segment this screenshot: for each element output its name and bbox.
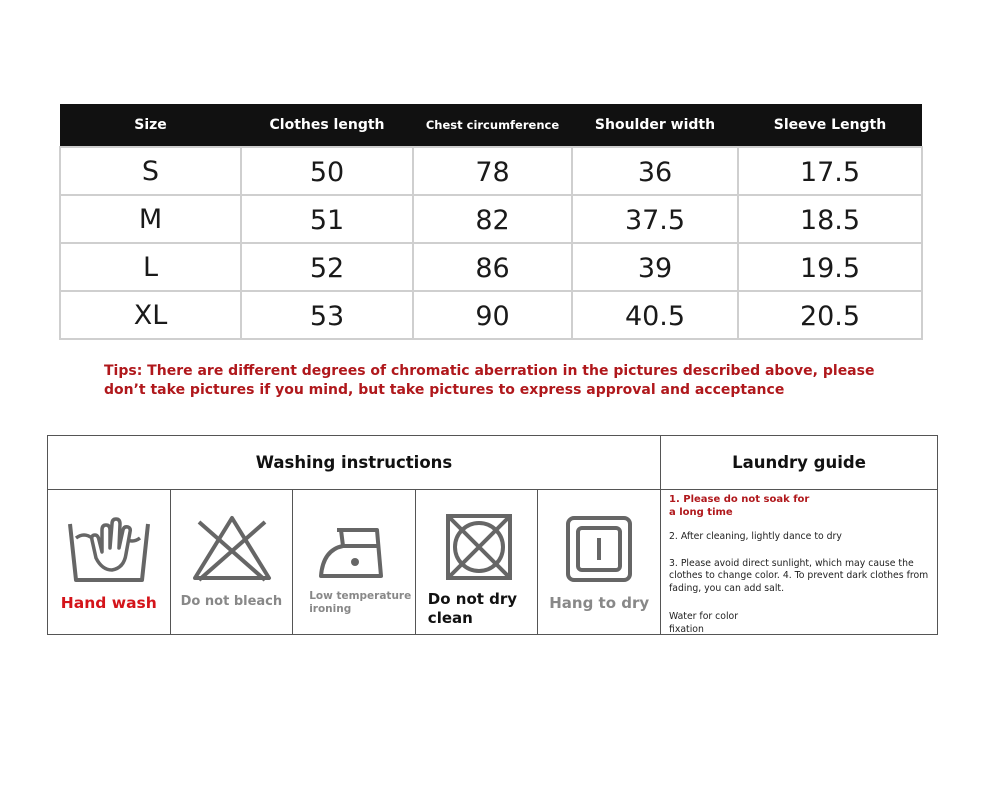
table-row [60,147,922,195]
shoulder-cell: 37.5 [572,195,738,243]
sleeve-cell: 20.5 [738,291,922,339]
header-chest-circumference: Chest circumference [413,104,572,147]
tips-text: Tips: There are different degrees of chromatic aberration in the pictures described above, please don’t take pictures if you mind, but take pictures to express approval and acceptance [104,363,875,398]
care-label: Hang to dry [549,594,650,612]
chest-cell: 82 [413,195,572,243]
laundry-guide-title: Laundry guide [661,436,937,490]
washing-instructions-panel [47,435,938,635]
size-chart-header-row [60,104,922,147]
shoulder-cell: 39 [572,243,738,291]
sleeve-cell: 19.5 [738,243,922,291]
guide-item: 2. After cleaning, lightly dance to dry [669,531,842,542]
hand-wash-icon [66,510,152,586]
sleeve-cell: 18.5 [738,195,922,243]
header-size: Size [60,104,241,147]
table-row [60,291,922,339]
care-label: Hand wash [60,594,157,612]
clothes-length-cell: 53 [241,291,413,339]
care-item-hang-to-dry [538,490,661,634]
clothes-length-cell: 50 [241,147,413,195]
laundry-guide-list [661,490,937,634]
header-shoulder-width: Shoulder width [572,104,738,147]
header-sleeve-length: Sleeve Length [738,104,922,147]
size-cell: M [60,195,241,243]
header-clothes-length: Clothes length [241,104,413,147]
do-not-bleach-icon [189,510,275,586]
care-item-do-not-bleach [171,490,294,634]
care-label: Low temperature ironing [309,590,412,615]
washing-instructions-title: Washing instructions [48,436,661,490]
care-item-low-temperature-ironing [293,490,416,634]
table-row [60,243,922,291]
low-temperature-iron-icon [311,510,397,586]
shoulder-cell: 36 [572,147,738,195]
shoulder-cell: 40.5 [572,291,738,339]
guide-item: Water for color fixation [669,611,739,635]
do-not-dry-clean-icon [434,510,520,586]
chest-cell: 86 [413,243,572,291]
clothes-length-cell: 52 [241,243,413,291]
hang-to-dry-icon [556,510,642,586]
chest-cell: 78 [413,147,572,195]
chest-cell: 90 [413,291,572,339]
sleeve-cell: 17.5 [738,147,922,195]
guide-item: 1. Please do not soak for a long time [669,494,810,518]
size-chart-table [59,104,923,340]
size-cell: S [60,147,241,195]
guide-item: 3. Please avoid direct sunlight, which may cause the clothes to change color. 4. To prevent dark clothes from fading, you can add salt. [669,557,929,594]
care-label: Do not dry clean [427,590,518,627]
size-cell: XL [60,291,241,339]
table-row [60,195,922,243]
clothes-length-cell: 51 [241,195,413,243]
care-label: Do not bleach [180,594,283,609]
care-item-do-not-dry-clean [416,490,539,634]
care-item-hand-wash [48,490,171,634]
size-cell: L [60,243,241,291]
